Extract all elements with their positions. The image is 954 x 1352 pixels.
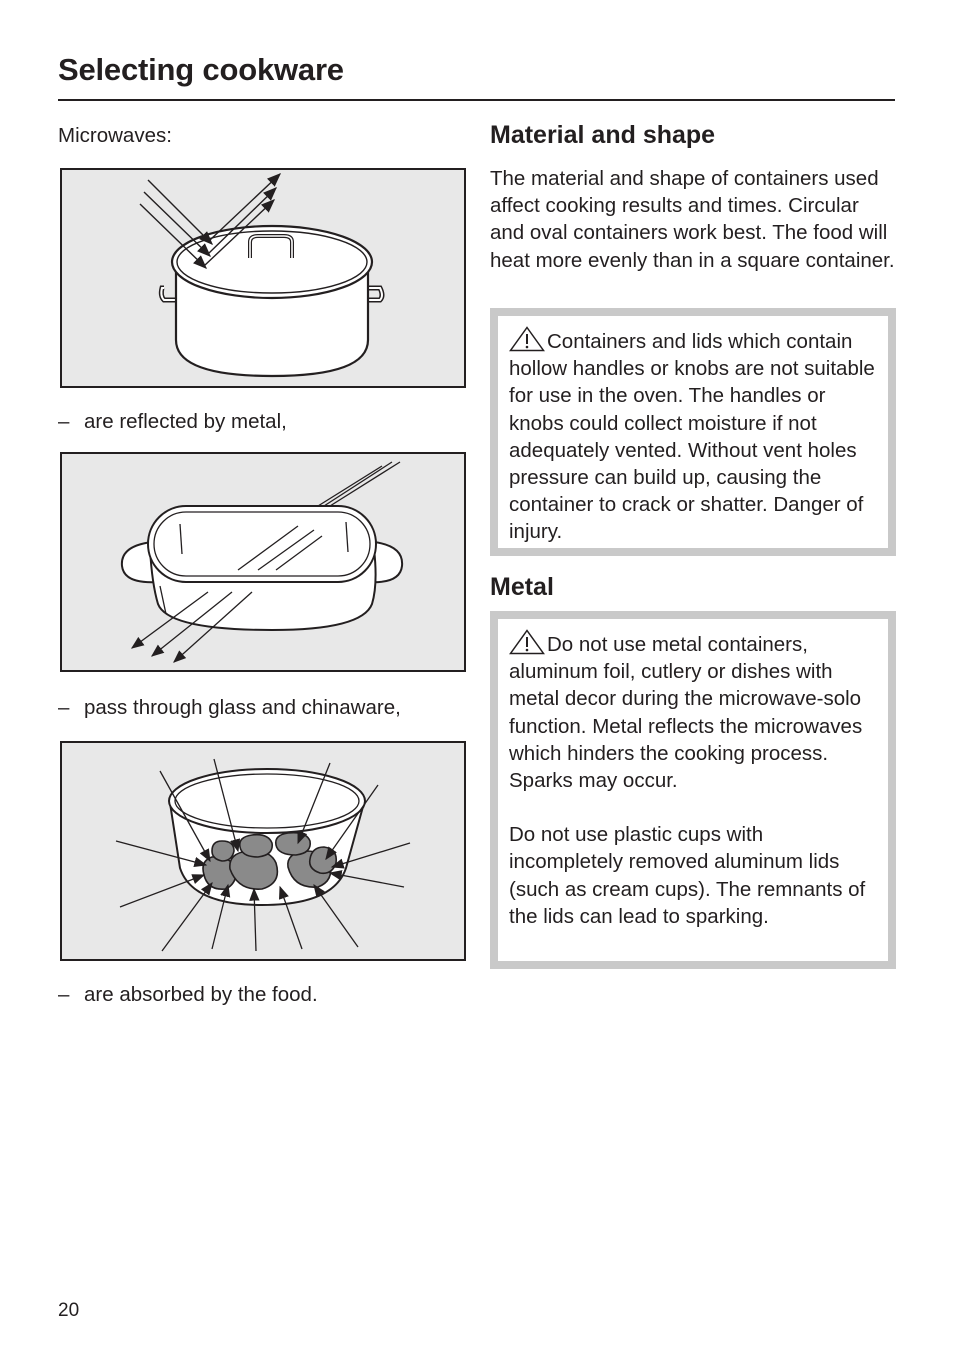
material-body-text: The material and shape of containers used affect cooking results and times. Circular and oval containers work best. The food will heat more evenly than in a square container. (490, 167, 895, 272)
warning-box-metal (490, 611, 896, 969)
warning-box-hollow-handles (490, 308, 896, 556)
heading-material-and-shape: Material and shape (490, 121, 716, 149)
intro-label: Microwaves: (58, 124, 172, 147)
heading-metal: Metal (490, 573, 554, 601)
caption-dash: – (58, 983, 70, 1006)
warning-triangle-icon (509, 326, 545, 352)
glass-dish-illustration (62, 454, 464, 670)
caption-absorbed (58, 983, 318, 1008)
page-title: Selecting cookware (58, 52, 344, 87)
caption-pass-through (58, 696, 401, 721)
figure-glass-pass-through (60, 452, 466, 672)
figure-food-absorption (60, 741, 466, 961)
metal-pot-illustration (62, 170, 464, 386)
warning-triangle-icon (509, 629, 545, 655)
caption-dash: – (58, 696, 70, 719)
warning-text: Do not use metal containers, aluminum foil, cutlery or dishes with metal decor during the microwave-solo function. Metal reflects the microwaves which hinders the cooking process. Sparks may occur. (509, 633, 863, 793)
caption-dash: – (58, 410, 70, 433)
food-bowl-illustration (62, 743, 464, 959)
title-divider (58, 99, 895, 101)
caption-text: are reflected by metal, (84, 410, 287, 433)
caption-text: pass through glass and chinaware, (84, 696, 401, 719)
caption-reflected (58, 410, 287, 435)
warning-text-plastic-cups: Do not use plastic cups with incompletely removed aluminum lids (such as cream cups). The remnants of the lids can lead to sparking. (509, 823, 866, 928)
caption-text: are absorbed by the food. (84, 983, 318, 1006)
page-number: 20 (58, 1300, 80, 1321)
figure-metal-reflection (60, 168, 466, 388)
warning-text: Containers and lids which contain hollow handles or knobs are not suitable for use in the oven. The handles or knobs could collect moisture if not adequately vented. Without vent holes pressure can build up, causing the container to crack or shatter. Danger of injury. (509, 330, 875, 544)
